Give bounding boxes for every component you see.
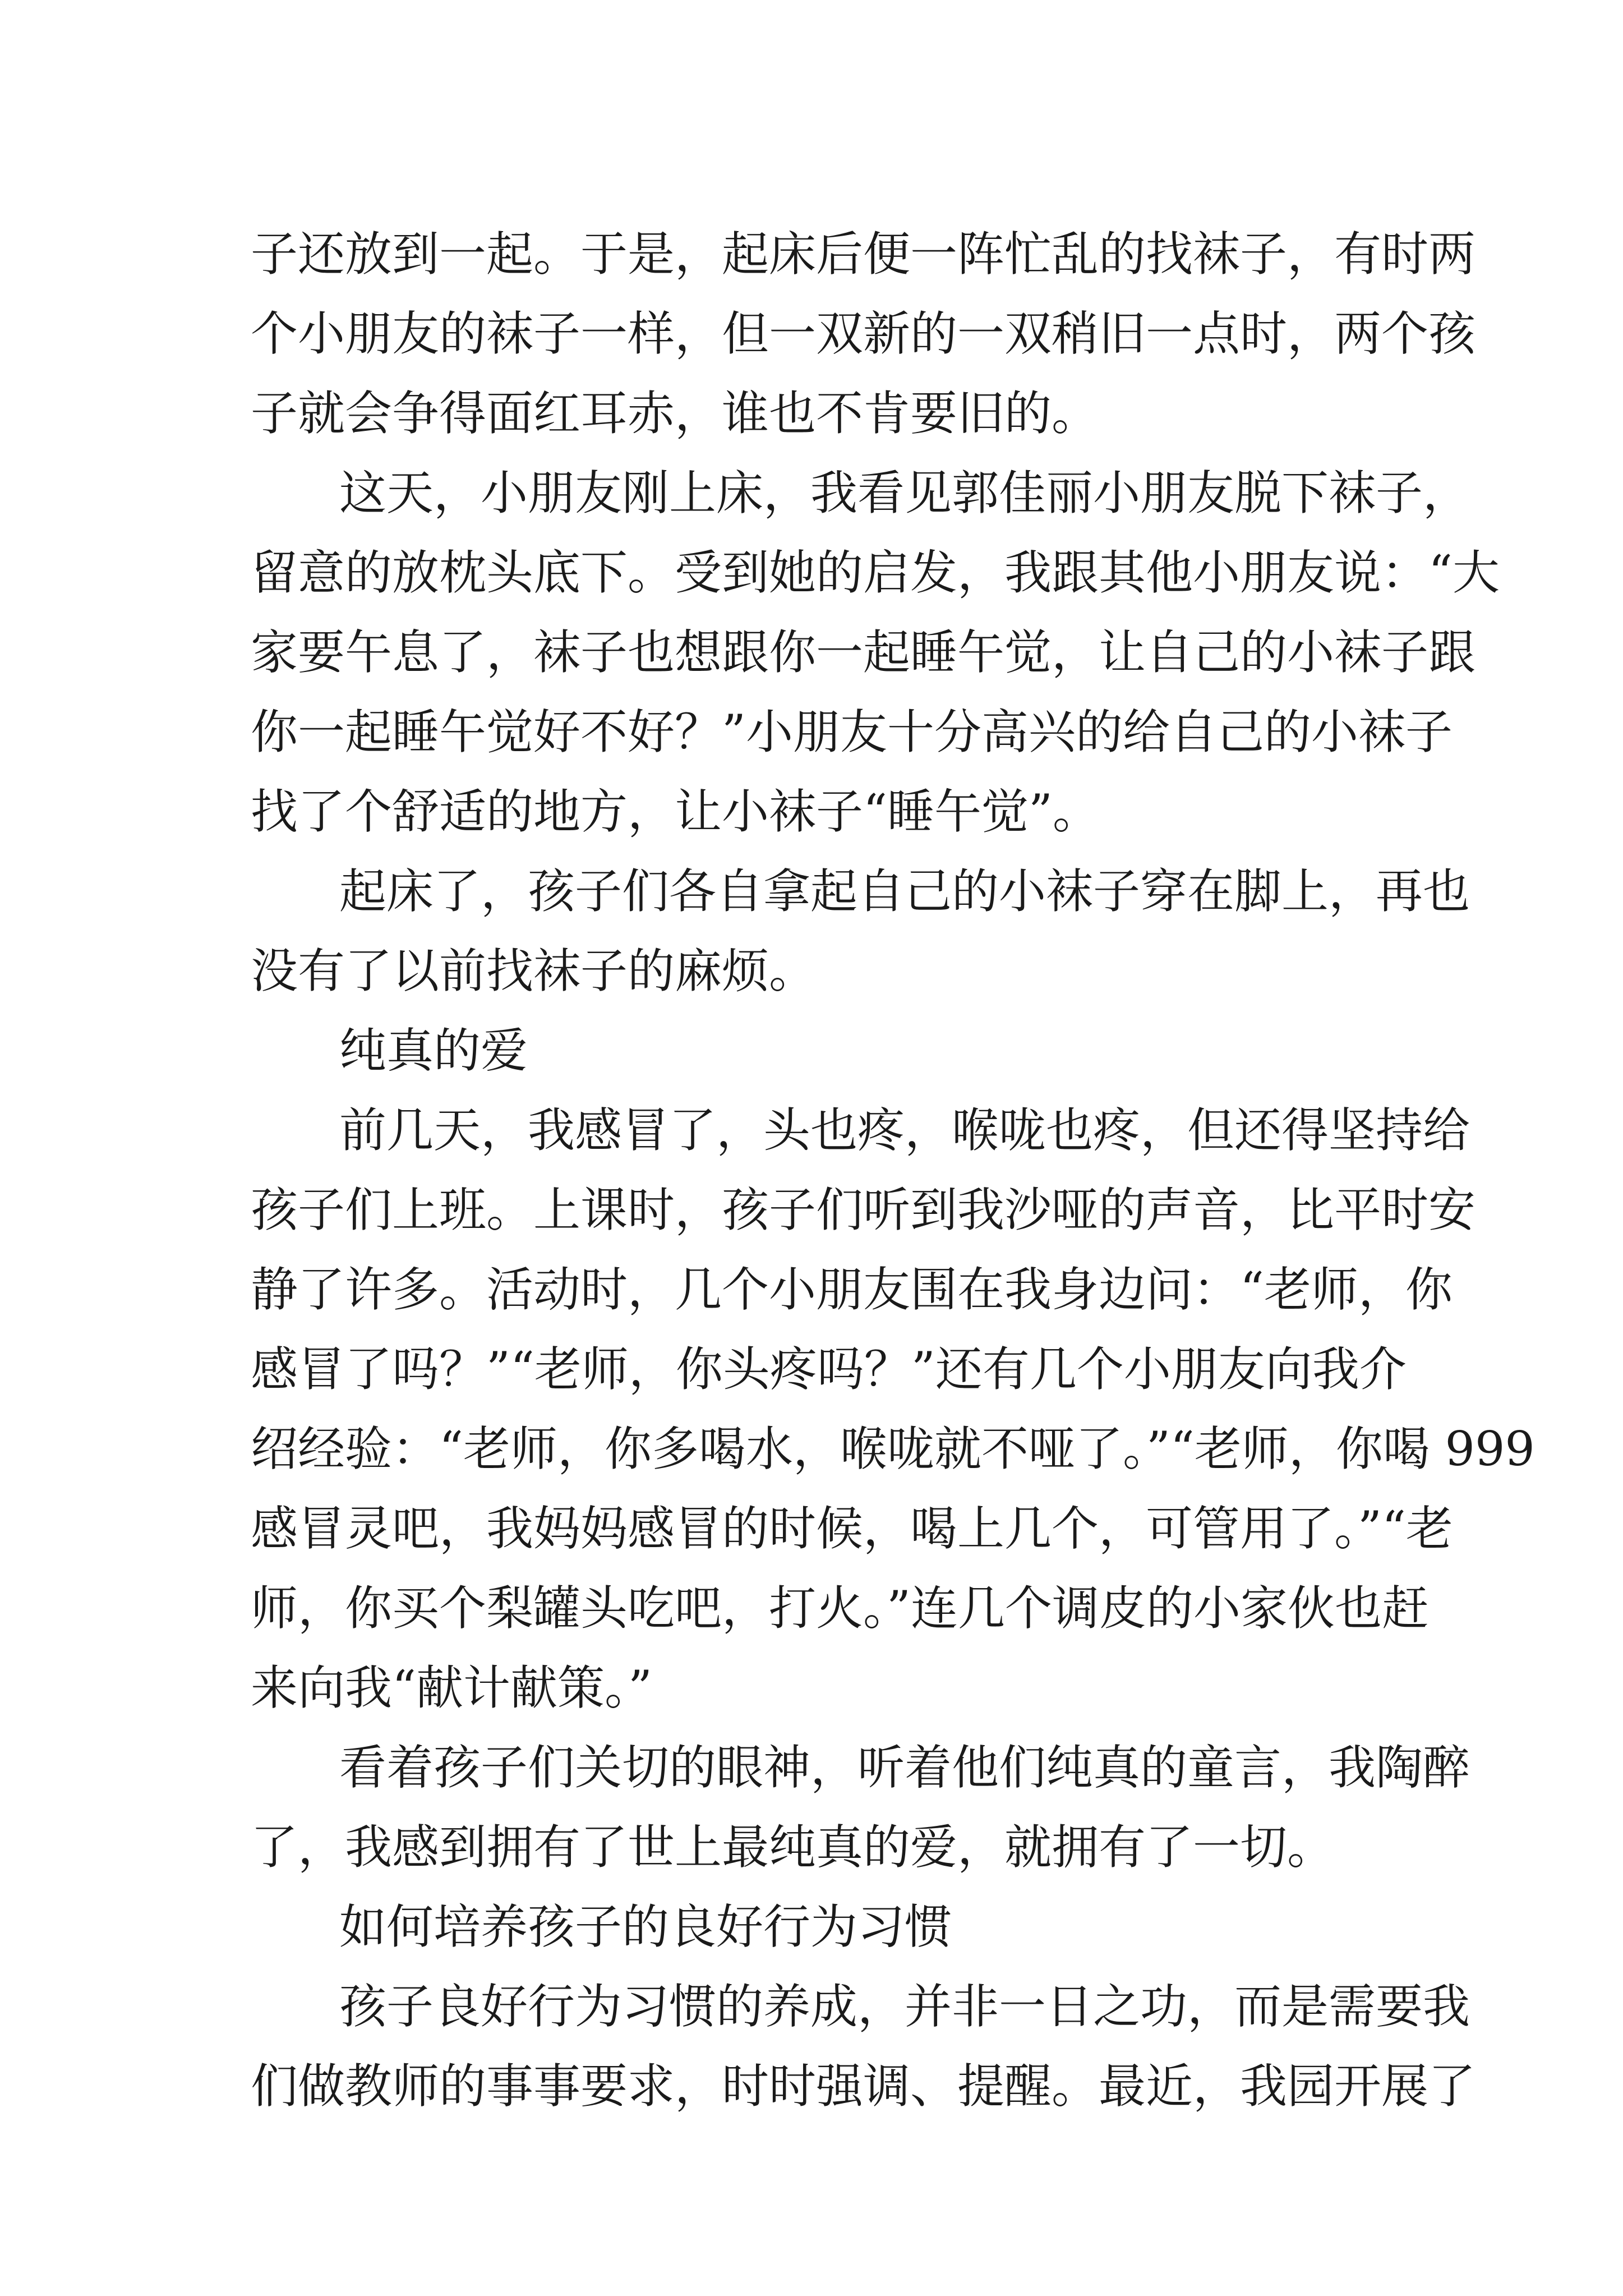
text-line: 如何培养孩子的良好行为习惯: [339, 1899, 952, 1954]
text-line: 感冒灵吧，我妈妈感冒的时候，喝上几个，可管用了。”“老: [251, 1501, 1453, 1556]
text-line: 来向我“献计献策。”: [251, 1660, 652, 1715]
text-line: 个小朋友的袜子一样，但一双新的一双稍旧一点时，两个孩: [251, 306, 1476, 361]
text-line: 子就会争得面红耳赤，谁也不肯要旧的。: [251, 386, 1099, 441]
text-line: 感冒了吗？”“老师，你头疼吗？”还有几个小朋友向我介: [251, 1342, 1407, 1397]
body-text: [251, 214, 1535, 2126]
text-line: 静了许多。活动时，几个小朋友围在我身边问：“老师，你: [251, 1262, 1453, 1317]
text-line: 留意的放枕头底下。受到她的启发，我跟其他小朋友说：“大: [251, 545, 1500, 600]
text-line: 你一起睡午觉好不好？”小朋友十分高兴的给自己的小袜子: [251, 705, 1453, 760]
text-line: 没有了以前找袜子的麻烦。: [251, 944, 817, 999]
text-line: 起床了，孩子们各自拿起自己的小袜子穿在脚上，再也: [339, 864, 1470, 919]
text-line: 前几天，我感冒了，头也疼，喉咙也疼，但还得坚持给: [339, 1103, 1470, 1158]
text-line: 绍经验：“老师，你多喝水，喉咙就不哑了。”“老师，你喝 999: [251, 1421, 1535, 1476]
text-line: 们做教师的事事要求，时时强调、提醒。最近，我园开展了: [251, 2059, 1476, 2114]
text-line: 纯真的爱: [339, 1023, 528, 1078]
text-line: 看着孩子们关切的眼神，听着他们纯真的童言，我陶醉: [339, 1740, 1470, 1795]
text-line: 师，你买个梨罐头吃吧，打火。”连几个调皮的小家伙也赶: [251, 1581, 1429, 1636]
text-line: 了，我感到拥有了世上最纯真的爱，就拥有了一切。: [251, 1820, 1335, 1875]
text-line: 孩子良好行为习惯的养成，并非一日之功，而是需要我: [339, 1979, 1470, 2034]
text-line: 这天，小朋友刚上床，我看见郭佳丽小朋友脱下袜子，: [339, 466, 1470, 521]
text-line: 孩子们上班。上课时，孩子们听到我沙哑的声音，比平时安: [251, 1182, 1476, 1237]
text-line: 子还放到一起。于是，起床后便一阵忙乱的找袜子，有时两: [251, 227, 1476, 282]
text-line: 家要午息了，袜子也想跟你一起睡午觉，让自己的小袜子跟: [251, 625, 1476, 680]
text-line: 找了个舒适的地方，让小袜子“睡午觉”。: [251, 784, 1100, 839]
